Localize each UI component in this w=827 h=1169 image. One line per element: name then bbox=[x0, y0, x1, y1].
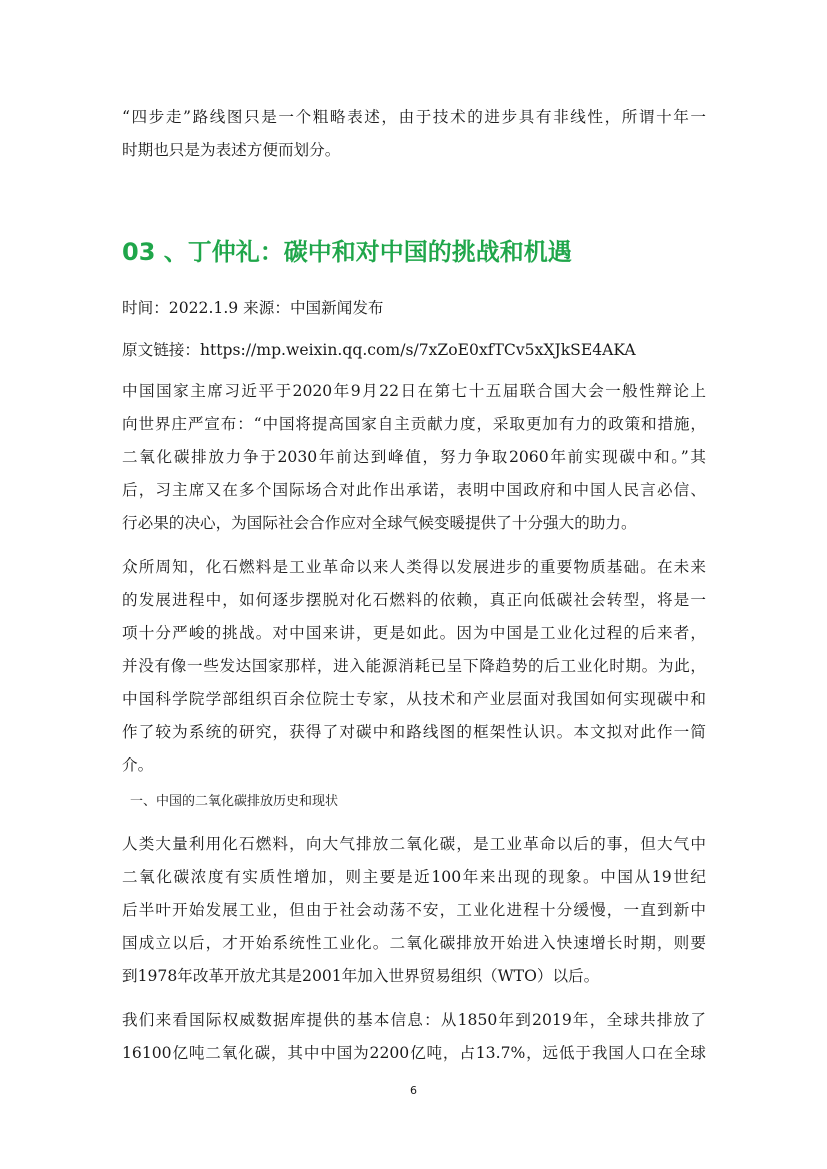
section-heading: 03 、丁仲礼：碳中和对中国的挑战和机遇 bbox=[122, 238, 572, 266]
text-line: 人类大量利用化石燃料，向大气排放二氧化碳，是工业革命以后的事，但大气中 bbox=[122, 835, 706, 853]
text-line: 中国国家主席习近平于2020年9月22日在第七十五届联合国大会一般性辩论上 bbox=[122, 382, 706, 400]
text-line: 到1978年改革开放尤其是2001年加入世界贸易组织（WTO）以后。 bbox=[122, 967, 600, 985]
text-line: 的发展进程中，如何逐步摆脱对化石燃料的依赖，真正向低碳社会转型，将是一 bbox=[122, 591, 706, 609]
text-line: 项十分严峻的挑战。对中国来讲，更是如此。因为中国是工业化过程的后来者， bbox=[122, 624, 706, 642]
text-line: 后，习主席又在多个国际场合对此作出承诺，表明中国政府和中国人民言必信、 bbox=[122, 481, 706, 499]
text-line: 国成立以后，才开始系统性工业化。二氧化碳排放开始进入快速增长时期，则要 bbox=[122, 934, 706, 952]
text-line: 16100亿吨二氧化碳，其中中国为2200亿吨，占13.7%，远低于我国人口在全球 bbox=[122, 1044, 706, 1062]
text-line: 众所周知，化石燃料是工业革命以来人类得以发展进步的重要物质基础。在未来 bbox=[122, 558, 706, 576]
text-line: 时期也只是为表述方便而划分。 bbox=[122, 141, 341, 159]
text-line: 中国科学院学部组织百余位院士专家，从技术和产业层面对我国如何实现碳中和 bbox=[122, 690, 706, 708]
text-line: “四步走”路线图只是一个粗略表述，由于技术的进步具有非线性，所谓十年一 bbox=[122, 108, 706, 126]
text-line: 向世界庄严宣布：“中国将提高国家自主贡献力度，采取更加有力的政策和措施， bbox=[122, 415, 706, 433]
meta-original-link[interactable]: 原文链接：https://mp.weixin.qq.com/s/7xZoE0xfTCv5xXJkSE4AKA bbox=[122, 341, 636, 359]
meta-time-source: 时间：2022.1.9 来源：中国新闻发布 bbox=[122, 299, 384, 317]
text-line: 二氧化碳排放力争于2030年前达到峰值，努力争取2060年前实现碳中和。”其 bbox=[122, 448, 706, 466]
text-line: 二氧化碳浓度有实质性增加，则主要是近100年来出现的现象。中国从19世纪 bbox=[122, 868, 706, 886]
text-line: 我们来看国际权威数据库提供的基本信息：从1850年到2019年，全球共排放了 bbox=[122, 1011, 706, 1029]
page-number: 6 bbox=[410, 1084, 417, 1097]
text-line: 行必果的决心，为国际社会合作应对全球气候变暖提供了十分强大的助力。 bbox=[122, 514, 637, 532]
text-line: 并没有像一些发达国家那样，进入能源消耗已呈下降趋势的后工业化时期。为此， bbox=[122, 657, 706, 675]
text-line: 后半叶开始发展工业，但由于社会动荡不安，工业化进程十分缓慢，一直到新中 bbox=[122, 901, 706, 919]
text-line: 介。 bbox=[122, 756, 154, 774]
text-line: 作了较为系统的研究，获得了对碳中和路线图的框架性认识。本文拟对此作一简 bbox=[122, 723, 706, 741]
subsection-heading: 一、中国的二氧化碳排放历史和现状 bbox=[130, 794, 339, 809]
